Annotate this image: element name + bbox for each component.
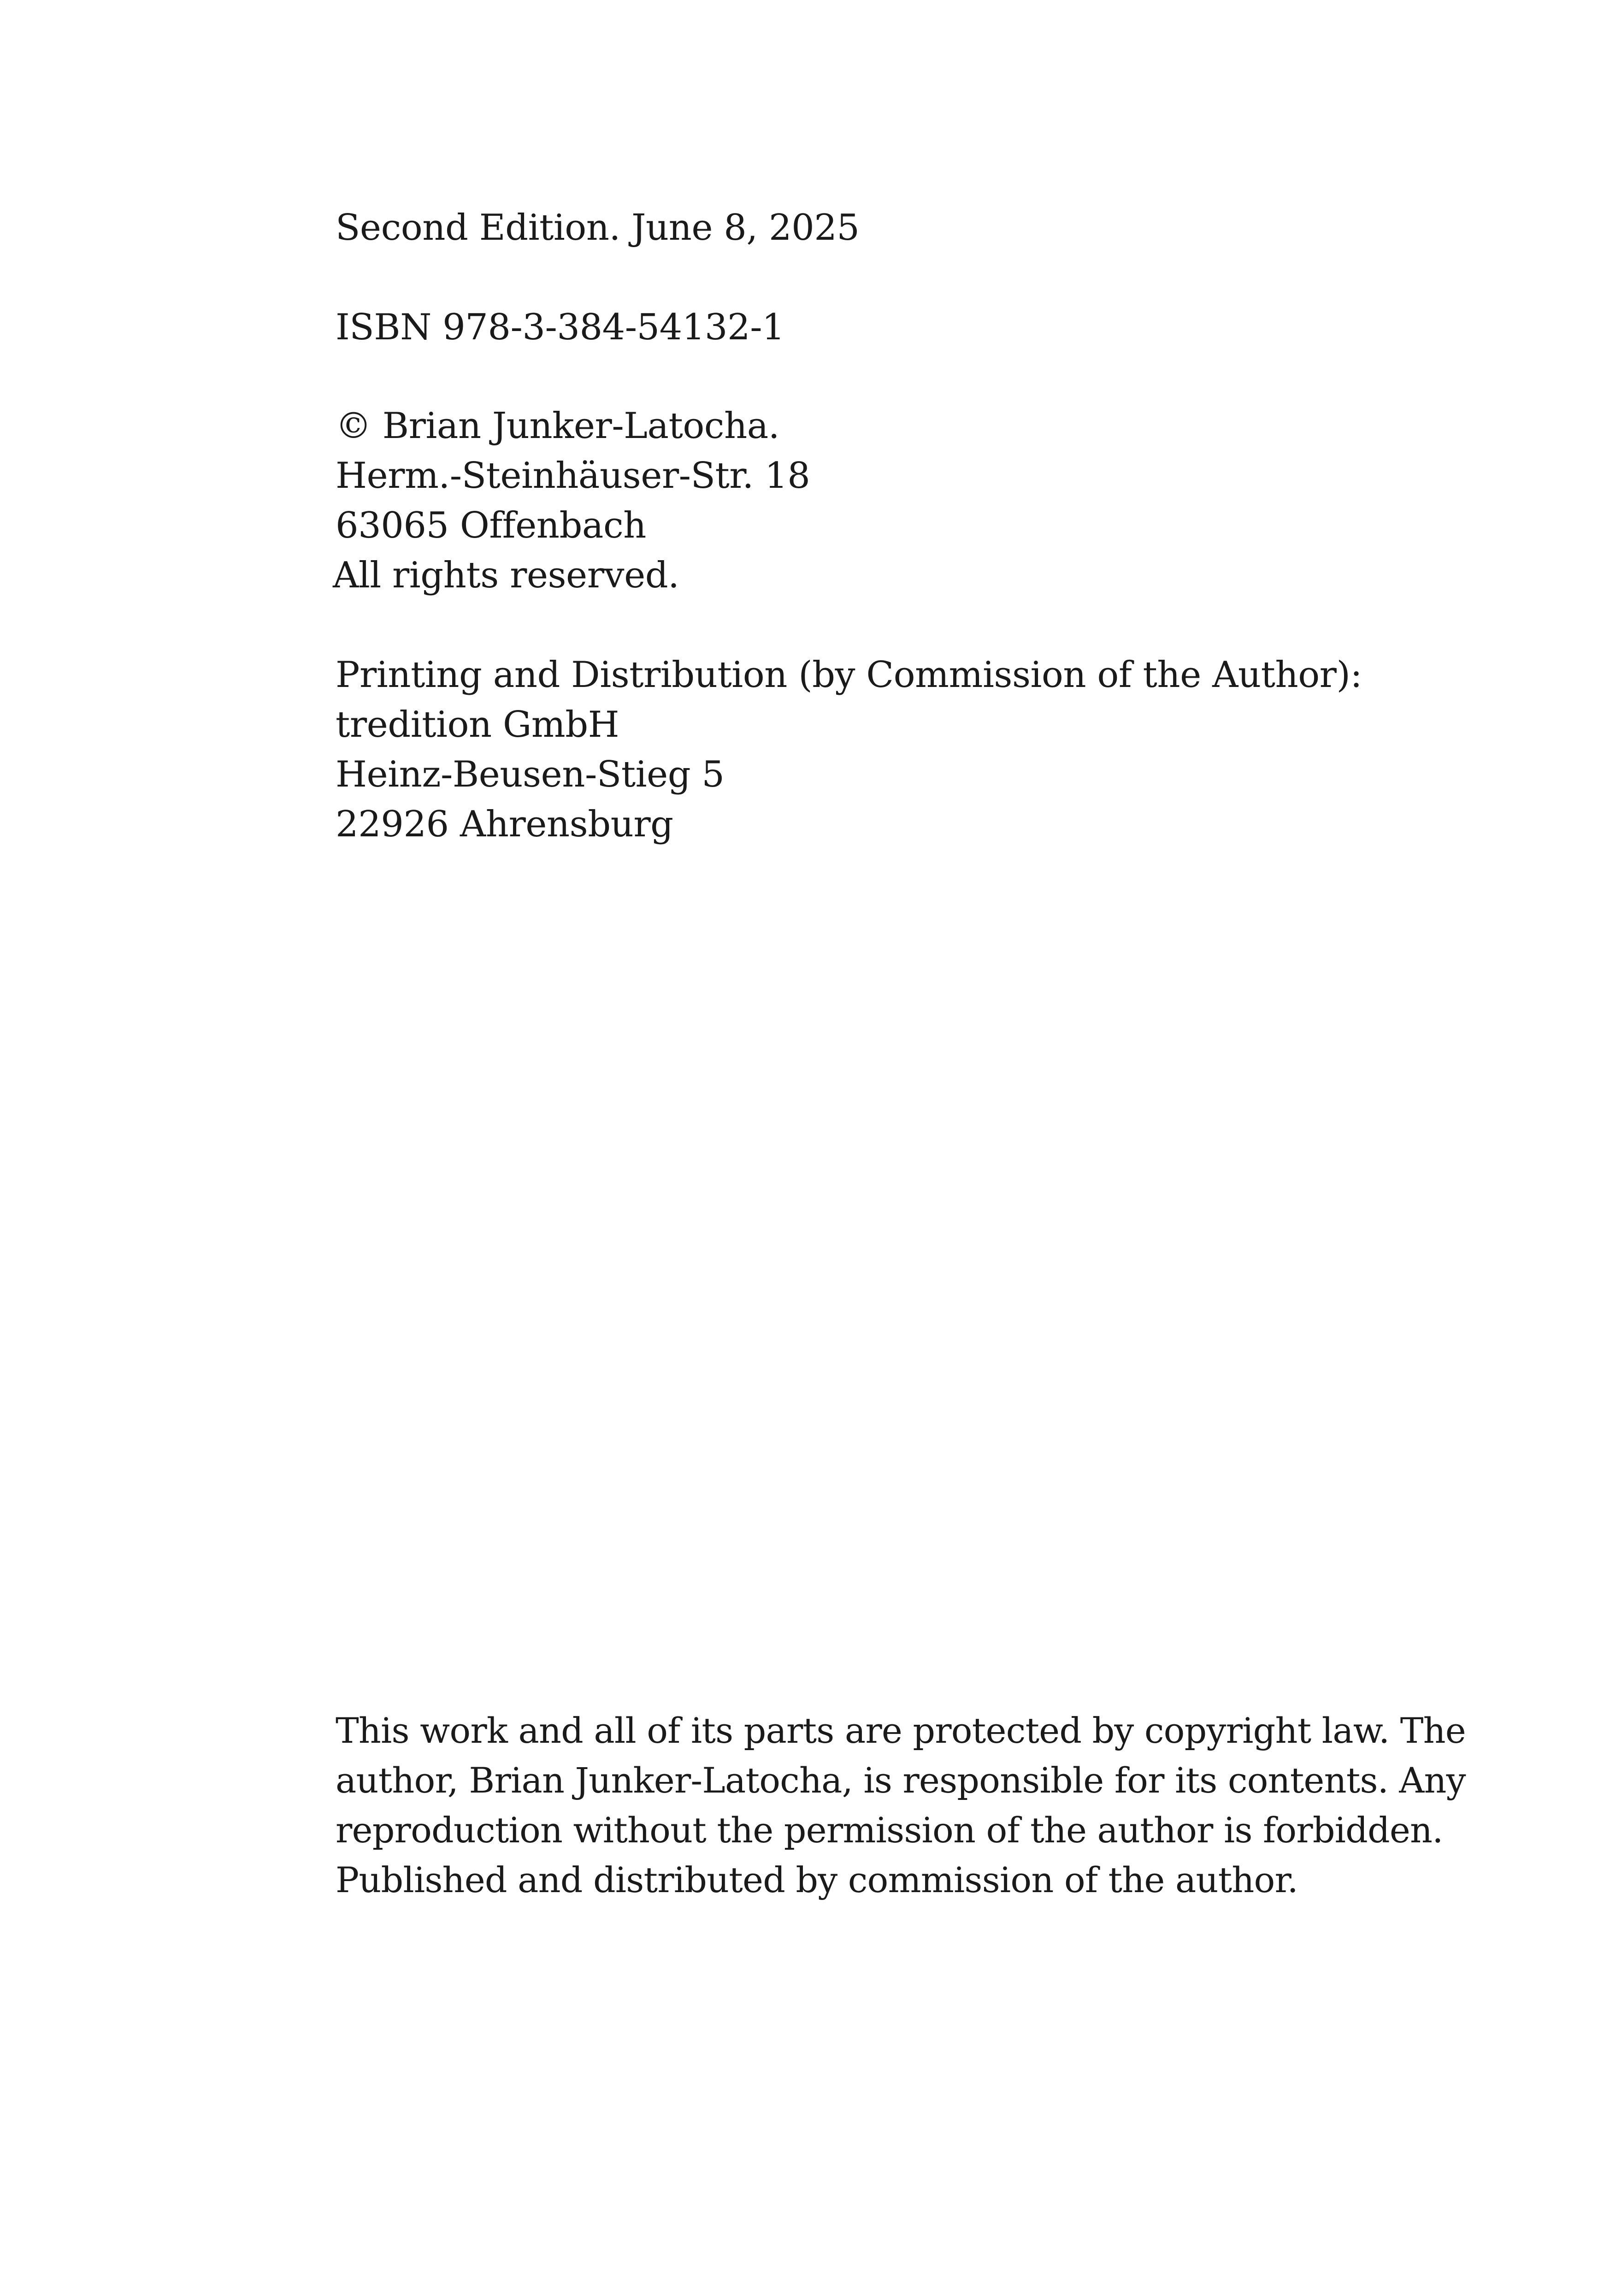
edition-line: Second Edition. June 8, 2025 xyxy=(336,207,860,249)
legal-notice-line-2: author, Brian Junker-Latocha, is responsible for its contents. Any xyxy=(336,1760,1466,1801)
legal-notice-line-3: reproduction without the permission of the author is forbidden. xyxy=(336,1810,1443,1851)
copyright-city: 63065 Offenbach xyxy=(336,505,646,546)
isbn-line: ISBN 978-3-384-54132-1 xyxy=(336,307,785,348)
copyright-street: Herm.-Steinhäuser-Str. 18 xyxy=(336,455,810,497)
legal-notice-line-1: This work and all of its parts are protected by copyright law. The xyxy=(336,1710,1466,1751)
rights-reserved: All rights reserved. xyxy=(333,555,679,596)
printer-street: Heinz-Beusen-Stieg 5 xyxy=(336,754,725,795)
copyright-holder: © Brian Junker-Latocha. xyxy=(336,405,780,447)
printer-city: 22926 Ahrensburg xyxy=(336,804,673,845)
legal-notice-line-4: Published and distributed by commission of the author. xyxy=(336,1859,1298,1900)
printing-heading: Printing and Distribution (by Commission of the Author): xyxy=(336,654,1362,696)
printer-name: tredition GmbH xyxy=(336,704,619,746)
